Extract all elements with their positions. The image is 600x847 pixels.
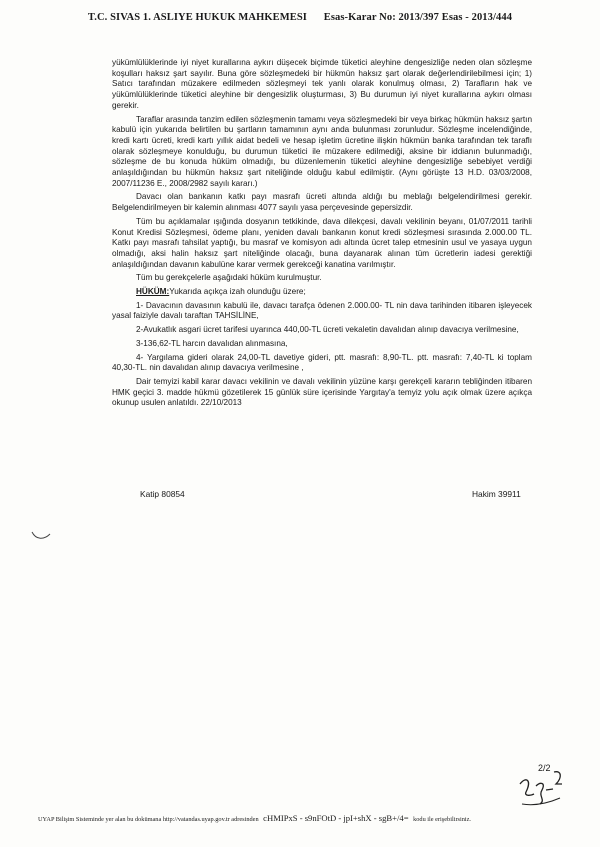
paragraph-2: Taraflar arasında tanzim edilen sözleşmenin tamamı veya sözleşmedeki bir veya birkaç hükmün haksız şartın kabulü için yukarıda belirtilen bu şartların tamamının aynı anda bulunması zorunludur. Sözleşme incelendiğinde, kredi kartı ücreti, kredi kartı yıllık aidat bedeli ve hesap işletim ücretine ilişkin hükmün banka tarafından tek taraflı olarak sözleşmeye konulduğu, bu durumun tüketici ile müzakere edilmediği, aksine bir iddianın bulunmadığı, sözleşme de bu konuda hüküm olmadığı, bu düzenlemenin tüketici aleyhine dengesizliğe sebebiyet verdiği anlaşıldığından bu hükmün haksız şart niteliğinde olduğu kabul edilmiştir. (Aynı görüşte 13 H.D. 03/03/2008, 2007/11236 E., 2008/2982 sayılı kararı.) — [112, 114, 532, 188]
page-number: 2/2 — [538, 763, 551, 773]
paragraph-3: Davacı olan bankanın katkı payı masrafı ücreti altında aldığı bu meblağı belgelendirilmesi gerekir. Belgelendirilmeyen bir kalemin alınması 4077 sayılı yasa perçevesinde gepersizdir. — [112, 192, 532, 213]
document-body — [112, 58, 532, 412]
paragraph-5: Tüm bu gerekçelerle aşağıdaki hüküm kurulmuştur. — [136, 273, 322, 283]
hukum-label: HÜKÜM: — [136, 287, 170, 297]
court-name: T.C. SIVAS 1. ASLIYE HUKUK MAHKEMESI — [87, 12, 307, 23]
punch-mark — [30, 528, 52, 542]
handwritten-note — [516, 764, 566, 808]
hukum-item-1: 1- Davacının davasının kabulü ile, davacı tarafça ödenen 2.000.00- TL nin dava tarihinden itibaren işleyecek yasal faiziyle davalı taraftan TAHSİLİNE, — [112, 300, 532, 321]
paragraph-4: Tüm bu açıklamalar ışığında dosyanın tetkikinde, dava dilekçesi, davalı vekilinin beyanı, 01/07/2011 tarihli Konut Kredisi Sözleşmesi, ödeme planı, yeniden davalı bankanın konut kredi sözleşmesi sırasında 2.000.00 TL. Katkı payı masrafı tahsilat yaptığı, bu masraf ve komisyon adı altında ücret talep etmesinin usul ve yasaya uygun olmadığı, aksi halin haksız şart niteliğinde olacağı, buna dayanarak alınan tüm ücretlerin iadesi gerektiği anlaşıldığından davanın kabulüne karar vermek gerekceği kanatina varılmıştır. — [112, 216, 532, 269]
hukum-closing: Dair temyizi kabil karar davacı vekilinin ve davalı vekilinin yüzüne karşı gerekçeli kararın tebliğinden itibaren HMK geçici 3. madde hükmü gözetilerek 15 günlük süre içerisinde Yargıtay'a temyiz yolu açık olmak üzere açıkça okunup usulen anlatıldı. 22/10/2013 — [112, 376, 532, 408]
access-code: cHMIPxS - s9nFOtD - jpI+shX - sgB+/4= — [263, 813, 409, 823]
hukum-intro: Yukarıda açıkça izah olunduğu üzere; — [169, 287, 306, 297]
clerk-signature: Katip 80854 — [140, 489, 185, 499]
hukum-heading — [112, 287, 532, 298]
footer-note — [38, 813, 598, 823]
judge-signature: Hakim 39911 — [472, 489, 521, 499]
hukum-item-2: 2-Avukatlık asgari ücret tarifesi uyarınca 440,00-TL ücreti vekaletin davalıdan alınıp davacıya verilmesine, — [136, 325, 519, 335]
hukum-item-4: 4- Yargılama gideri olarak 24,00-TL davetiye gideri, ptt. masrafı: 8,90-TL. ptt. masrafı: 7,40-TL ki toplam 40,30-TL. nin davalıdan alınıp davacıya verilmesine , — [112, 352, 532, 373]
paragraph-1: yükümlülüklerinde iyi niyet kurallarına aykırı düşecek biçimde tüketici aleyhine dengesizliğe neden olan sözleşme koşulları haksız şart sayılır. Buna göre sözleşmedeki bir hükmün haksız şart olarak değerlendirilebilmesi için; 1) Satıcı tarafından müzakere edilmeden sözleşmeyi tek yanlı olarak konulmuş olması, 2) Tarafların hak ve yükümlülüklerinde tüketici aleyhine bir dengesizlik oluşturması, 3) Bu durumun iyi niyet kurallarına aykırı olması gerekir. — [112, 58, 532, 110]
case-number: Esas-Karar No: 2013/397 Esas - 2013/444 — [323, 12, 513, 23]
footer-suffix: kodu ile erişebilirsiniz. — [413, 816, 472, 823]
footer-prefix: UYAP Bilişim Sisteminde yer alan bu dokümana http://vatandas.uyap.gov.tr adresinden — [38, 816, 259, 823]
hukum-item-3: 3-136,62-TL harcın davalıdan alınmasına, — [136, 338, 288, 348]
document-header — [0, 12, 600, 23]
